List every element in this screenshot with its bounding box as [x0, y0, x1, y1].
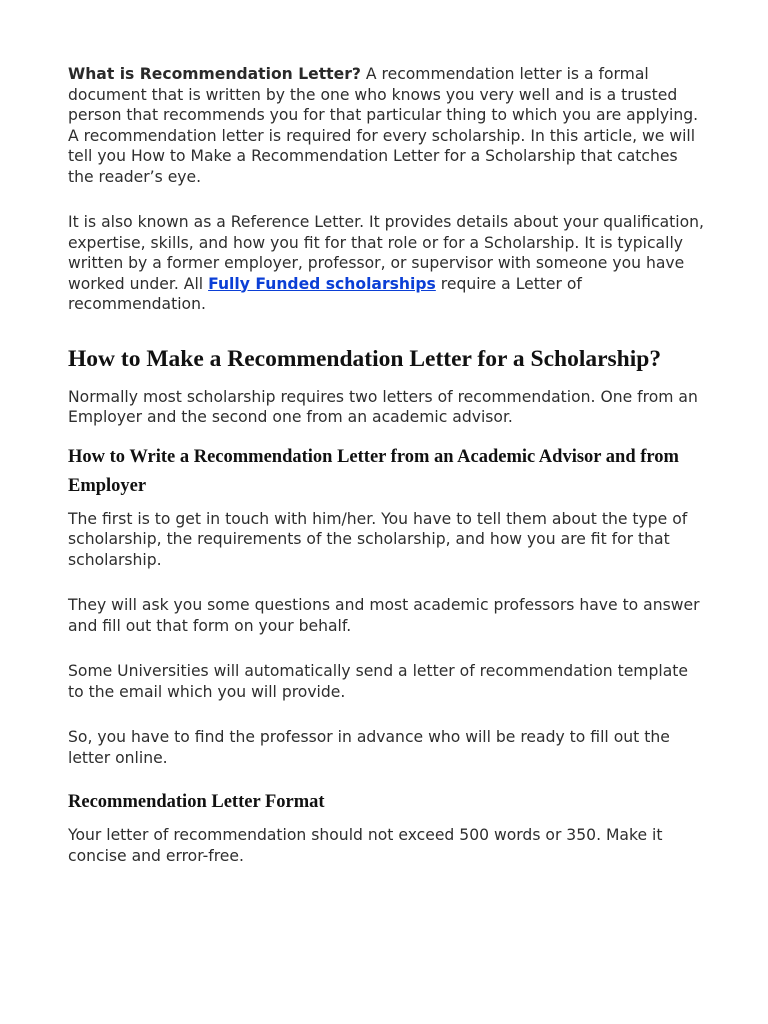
- intro-lead-heading: What is Recommendation Letter?: [68, 65, 361, 83]
- section2-paragraph-3: Some Universities will automatically send a letter of recommendation template to the email which you will provide.: [68, 662, 688, 701]
- intro-text: A recommendation letter is a formal document that is written by the one who knows you very well and is a trusted person that recommends you for that particular thing to which you are applying. A recommendation letter is required for every scholarship. In this article, we will tell you How to Make a Recommendation Letter for a Scholarship that catches the reader’s eye.: [68, 65, 699, 186]
- reference-text: It is also known as a Reference Letter. It provides details about your qualification, expertise, skills, and how you fit for that role or for a Scholarship. It is typically written by a former employer, professor, or supervisor with someone you have worked under. All: [68, 213, 704, 293]
- section1-paragraph: Normally most scholarship requires two letters of recommendation. One from an Employer and the second one from an academic advisor.: [68, 387, 698, 426]
- section2-paragraph-1: The first is to get in touch with him/her. You have to tell them about the type of scholarship, the requirements of the scholarship, and how you are fit for that scholarship.: [68, 509, 688, 569]
- document-page: [68, 64, 708, 866]
- section-heading-how-to-write: How to Write a Recommendation Letter from an Academic Advisor and from Employer: [68, 446, 679, 496]
- fully-funded-scholarships-link[interactable]: Fully Funded scholarships: [208, 274, 436, 293]
- reference-paragraph: [68, 212, 708, 315]
- section-heading-letter-format: Recommendation Letter Format: [68, 792, 325, 812]
- reference-text-after: require a Letter of recommendation.: [68, 274, 582, 313]
- section2-paragraph-2: They will ask you some questions and most academic professors have to answer and fill out that form on your behalf.: [68, 596, 700, 635]
- section-heading-how-to-make: How to Make a Recommendation Letter for a Scholarship?: [68, 345, 662, 372]
- intro-paragraph: [68, 64, 708, 187]
- section2-paragraph-4: So, you have to find the professor in advance who will be ready to fill out the letter online.: [68, 728, 670, 767]
- section3-paragraph: Your letter of recommendation should not exceed 500 words or 350. Make it concise and error-free.: [68, 826, 663, 865]
